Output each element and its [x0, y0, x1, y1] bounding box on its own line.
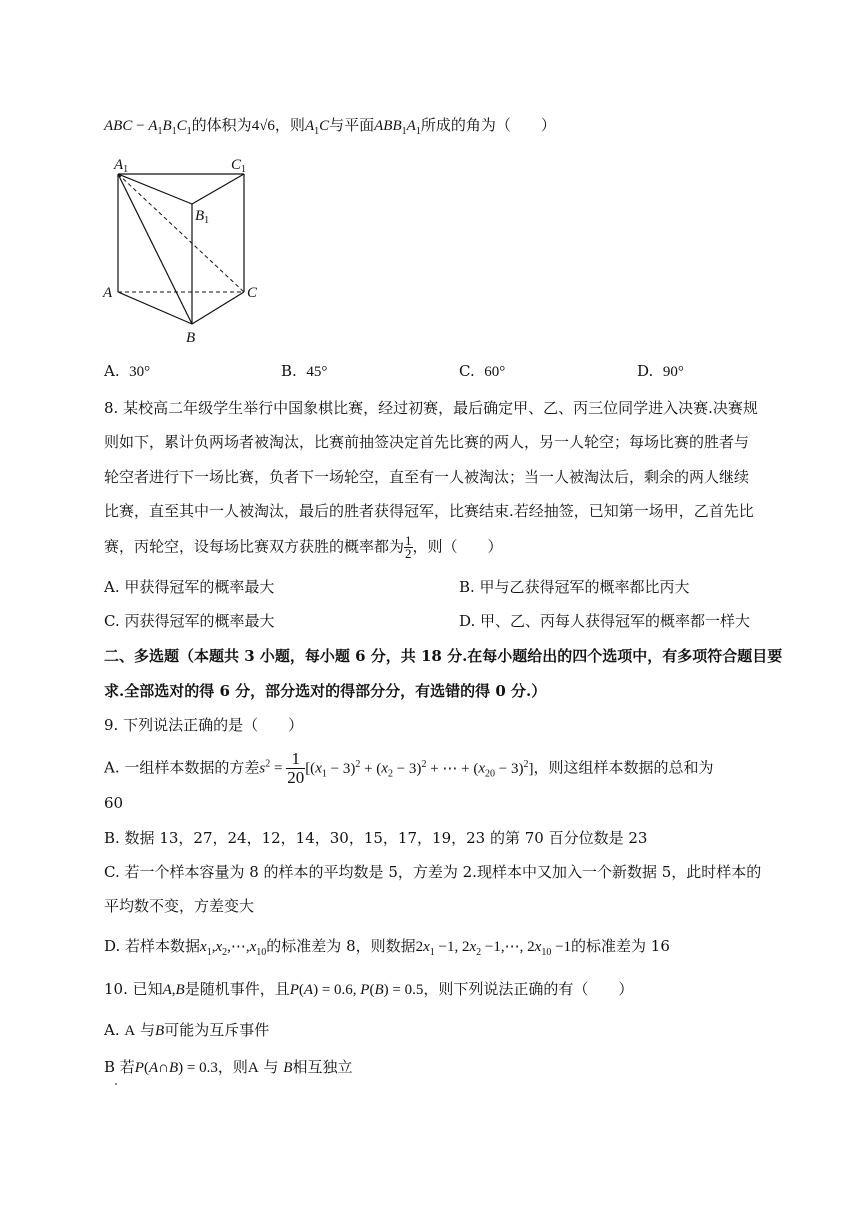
q9-stem: 9. 下列说法正确的是（ ） — [104, 716, 304, 734]
label-c1: $C_1$ — [231, 157, 247, 175]
section2-heading-line2: 求.全部选对的得 6 分，部分选对的得部分分，有选错的得 0 分.） — [104, 682, 547, 700]
q10-stem: 10. 已知A,B是随机事件，且P(A) = 0.6, P(B) = 0.5，则下列说法正确的有（ ） — [104, 980, 634, 998]
label-c: C — [247, 285, 258, 301]
q8-option-d: D. 甲、乙、丙每人获得冠军的概率都一样大 — [459, 612, 751, 630]
q8-line4: 比赛，直至其中一人被淘汰，最后的胜者获得冠军，比赛结束.若经抽签，已知第一场甲，乙首先比 — [104, 502, 754, 520]
q8-option-b: B. 甲与乙获得冠军的概率都比丙大 — [459, 578, 690, 596]
q8-option-c: C. 丙获得冠军的概率最大 — [104, 612, 275, 630]
q8-line5: 赛，丙轮空，设每场比赛双方获胜的概率都为 $\frac{1}{2}$ ，则（ ） — [104, 533, 503, 561]
q9-option-c-line2: 平均数不变，方差变大 — [104, 897, 255, 915]
stray-dot — [115, 1083, 117, 1085]
q7-stem: ABC − $A_1B_1C_1$的体积为4√6，则$A_1C$与平面$ABB_1A_1$所成的角为（ ） — [104, 116, 556, 137]
q8-option-a: A. 甲获得冠军的概率最大 — [104, 578, 275, 596]
q7-option-d: D. 90° — [637, 362, 684, 380]
q8-line3: 轮空者进行下一场比赛，负者下一场轮空，直至有一人被淘汰；当一人被淘汰后，剩余的两人继续 — [104, 468, 750, 486]
q9-option-d: D. 若样本数据$x_1,x_2,\cdots,x_{10}$的标准差为 8，则数据$2x_1 -1$, $2x_2$ −1,⋯, $2x_{10} -1$的标准差为 16 — [104, 937, 670, 958]
q9-option-a-continued: 60 — [104, 794, 124, 812]
label-a1: $A_1$ — [114, 157, 129, 175]
q8-line2: 则如下，累计负两场者被淘汰，比赛前抽签决定首先比赛的两人，另一人轮空；每场比赛的胜者与 — [104, 433, 750, 451]
q10-option-b: B 若P(A∩B) = 0.3，则A 与 B相互独立 — [104, 1058, 353, 1076]
label-b: B — [186, 330, 196, 346]
prism-figure — [100, 152, 270, 348]
label-a: A — [103, 285, 113, 301]
q10-option-a: A. A 与B可能为互斥事件 — [104, 1021, 270, 1039]
q9-option-c-line1: C. 若一个样本容量为 8 的样本的平均数是 5，方差为 2.现样本中又加入一个新数据 5，此时样本的 — [104, 863, 762, 881]
q9-option-a: A. 一组样本数据的方差$s^2$ = $\frac{1}{20}$ [$(x_1 - 3)^2 + (x_2 - 3)^2$ + ⋯ + $(x_{20} - 3)^2$]，则这组样本数据的总和为 — [104, 749, 714, 787]
section2-heading-line1: 二、多选题（本题共 3 小题，每小题 6 分，共 18 分.在每小题给出的四个选项中，有多项符合题目要 — [104, 647, 783, 665]
q7-option-a: A. 30° — [104, 362, 151, 380]
q7-option-b: B. 45° — [281, 362, 328, 380]
label-b1: $B_1$ — [195, 208, 210, 226]
q9-option-b: B. 数据 13，27，24，12，14，30，15，17，19，23 的第 70 百分位数是 23 — [104, 829, 648, 847]
q7-option-c: C. 60° — [459, 362, 506, 380]
q8-line1: 8. 某校高二年级学生举行中国象棋比赛，经过初赛，最后确定甲、乙、丙三位同学进入决赛.决赛规 — [104, 399, 758, 417]
